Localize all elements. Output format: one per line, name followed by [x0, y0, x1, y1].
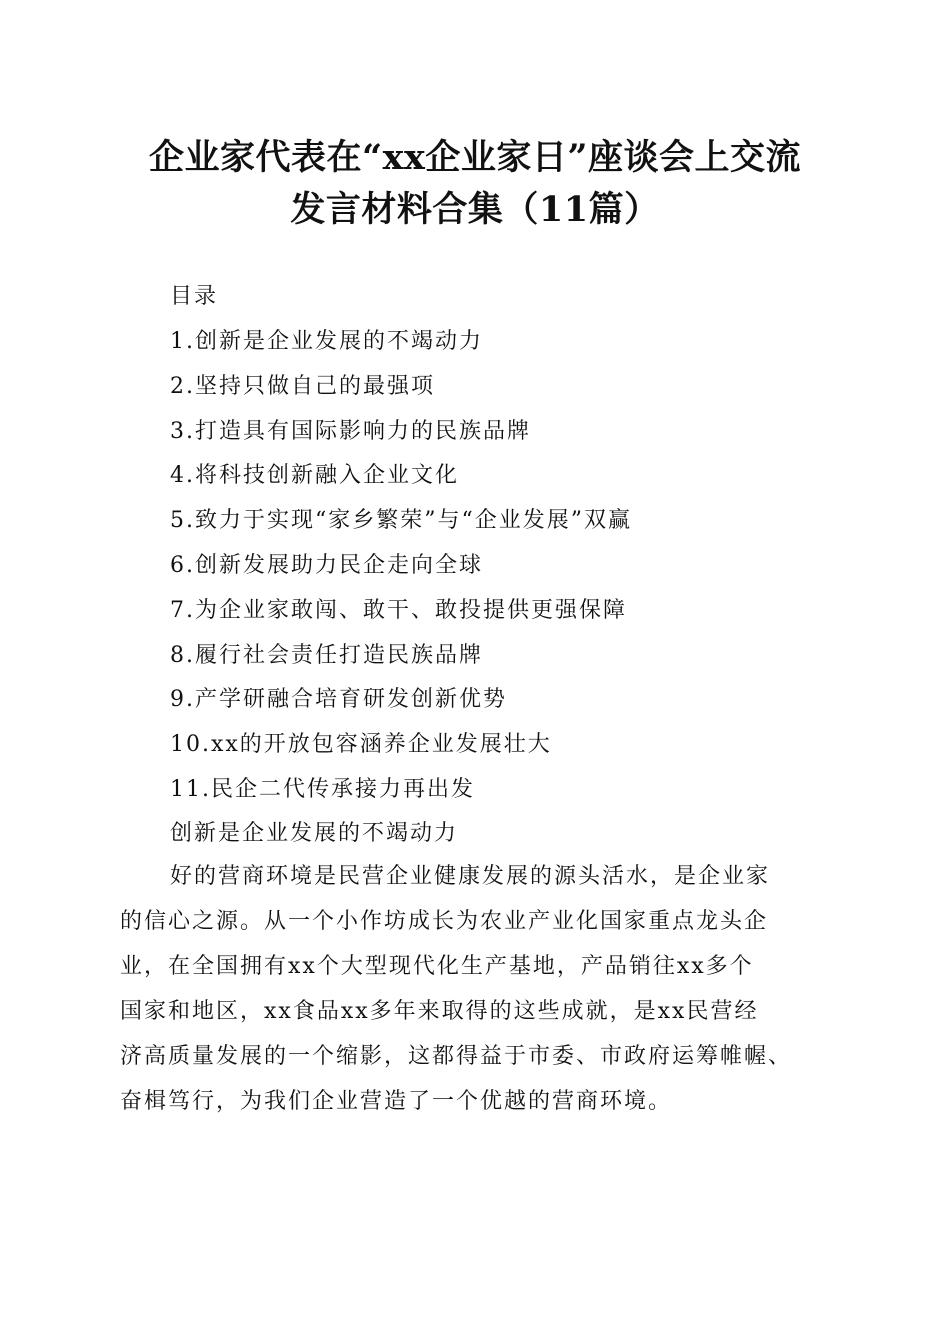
toc-item: 9.产学研融合培育研发创新优势: [170, 687, 507, 713]
body-paragraph: [120, 860, 850, 1130]
toc-item: 11.民企二代传承接力再出发: [170, 776, 475, 802]
toc-item: 1.创新是企业发展的不竭动力: [170, 329, 483, 354]
paragraph-line: 业，在全国拥有xx个大型现代化生产基地，产品销往xx多个: [120, 954, 754, 979]
toc-heading: 目录: [170, 284, 219, 309]
section-title: 创新是企业发展的不竭动力: [170, 821, 459, 846]
toc-item: 3.打造具有国际影响力的民族品牌: [170, 418, 531, 444]
paragraph-line: 奋楫笃行，为我们企业营造了一个优越的营商环境。: [120, 1089, 673, 1114]
toc-item: 4.将科技创新融入企业文化: [170, 463, 459, 489]
paragraph-line: 好的营商环境是民营企业健康发展的源头活水，是企业家: [170, 864, 771, 889]
toc-item: 10.xx的开放包容涵养企业发展壮大: [170, 732, 552, 758]
toc-item: 6.创新发展助力民企走向全球: [170, 552, 483, 578]
toc-item: 7.为企业家敢闯、敢干、敢投提供更强保障: [170, 597, 627, 623]
title-line-1: 企业家代表在“xx企业家日”座谈会上交流: [149, 137, 801, 178]
paragraph-line: 国家和地区，xx食品xx多年来取得的这些成就，是xx民营经: [120, 999, 759, 1024]
title-line-2: 发言材料合集（11篇）: [290, 189, 660, 230]
toc-item: 8.履行社会责任打造民族品牌: [170, 642, 483, 668]
paragraph-line: 济高质量发展的一个缩影，这都得益于市委、市政府运筹帷幄、: [120, 1044, 793, 1069]
document-title: [60, 132, 890, 236]
toc-item: 2.坚持只做自己的最强项: [170, 373, 435, 399]
table-of-contents: [170, 325, 632, 818]
paragraph-line: 的信心之源。从一个小作坊成长为农业产业化国家重点龙头企: [120, 909, 769, 934]
toc-item: 5.致力于实现“家乡繁荣”与“企业发展”双赢: [170, 508, 632, 534]
